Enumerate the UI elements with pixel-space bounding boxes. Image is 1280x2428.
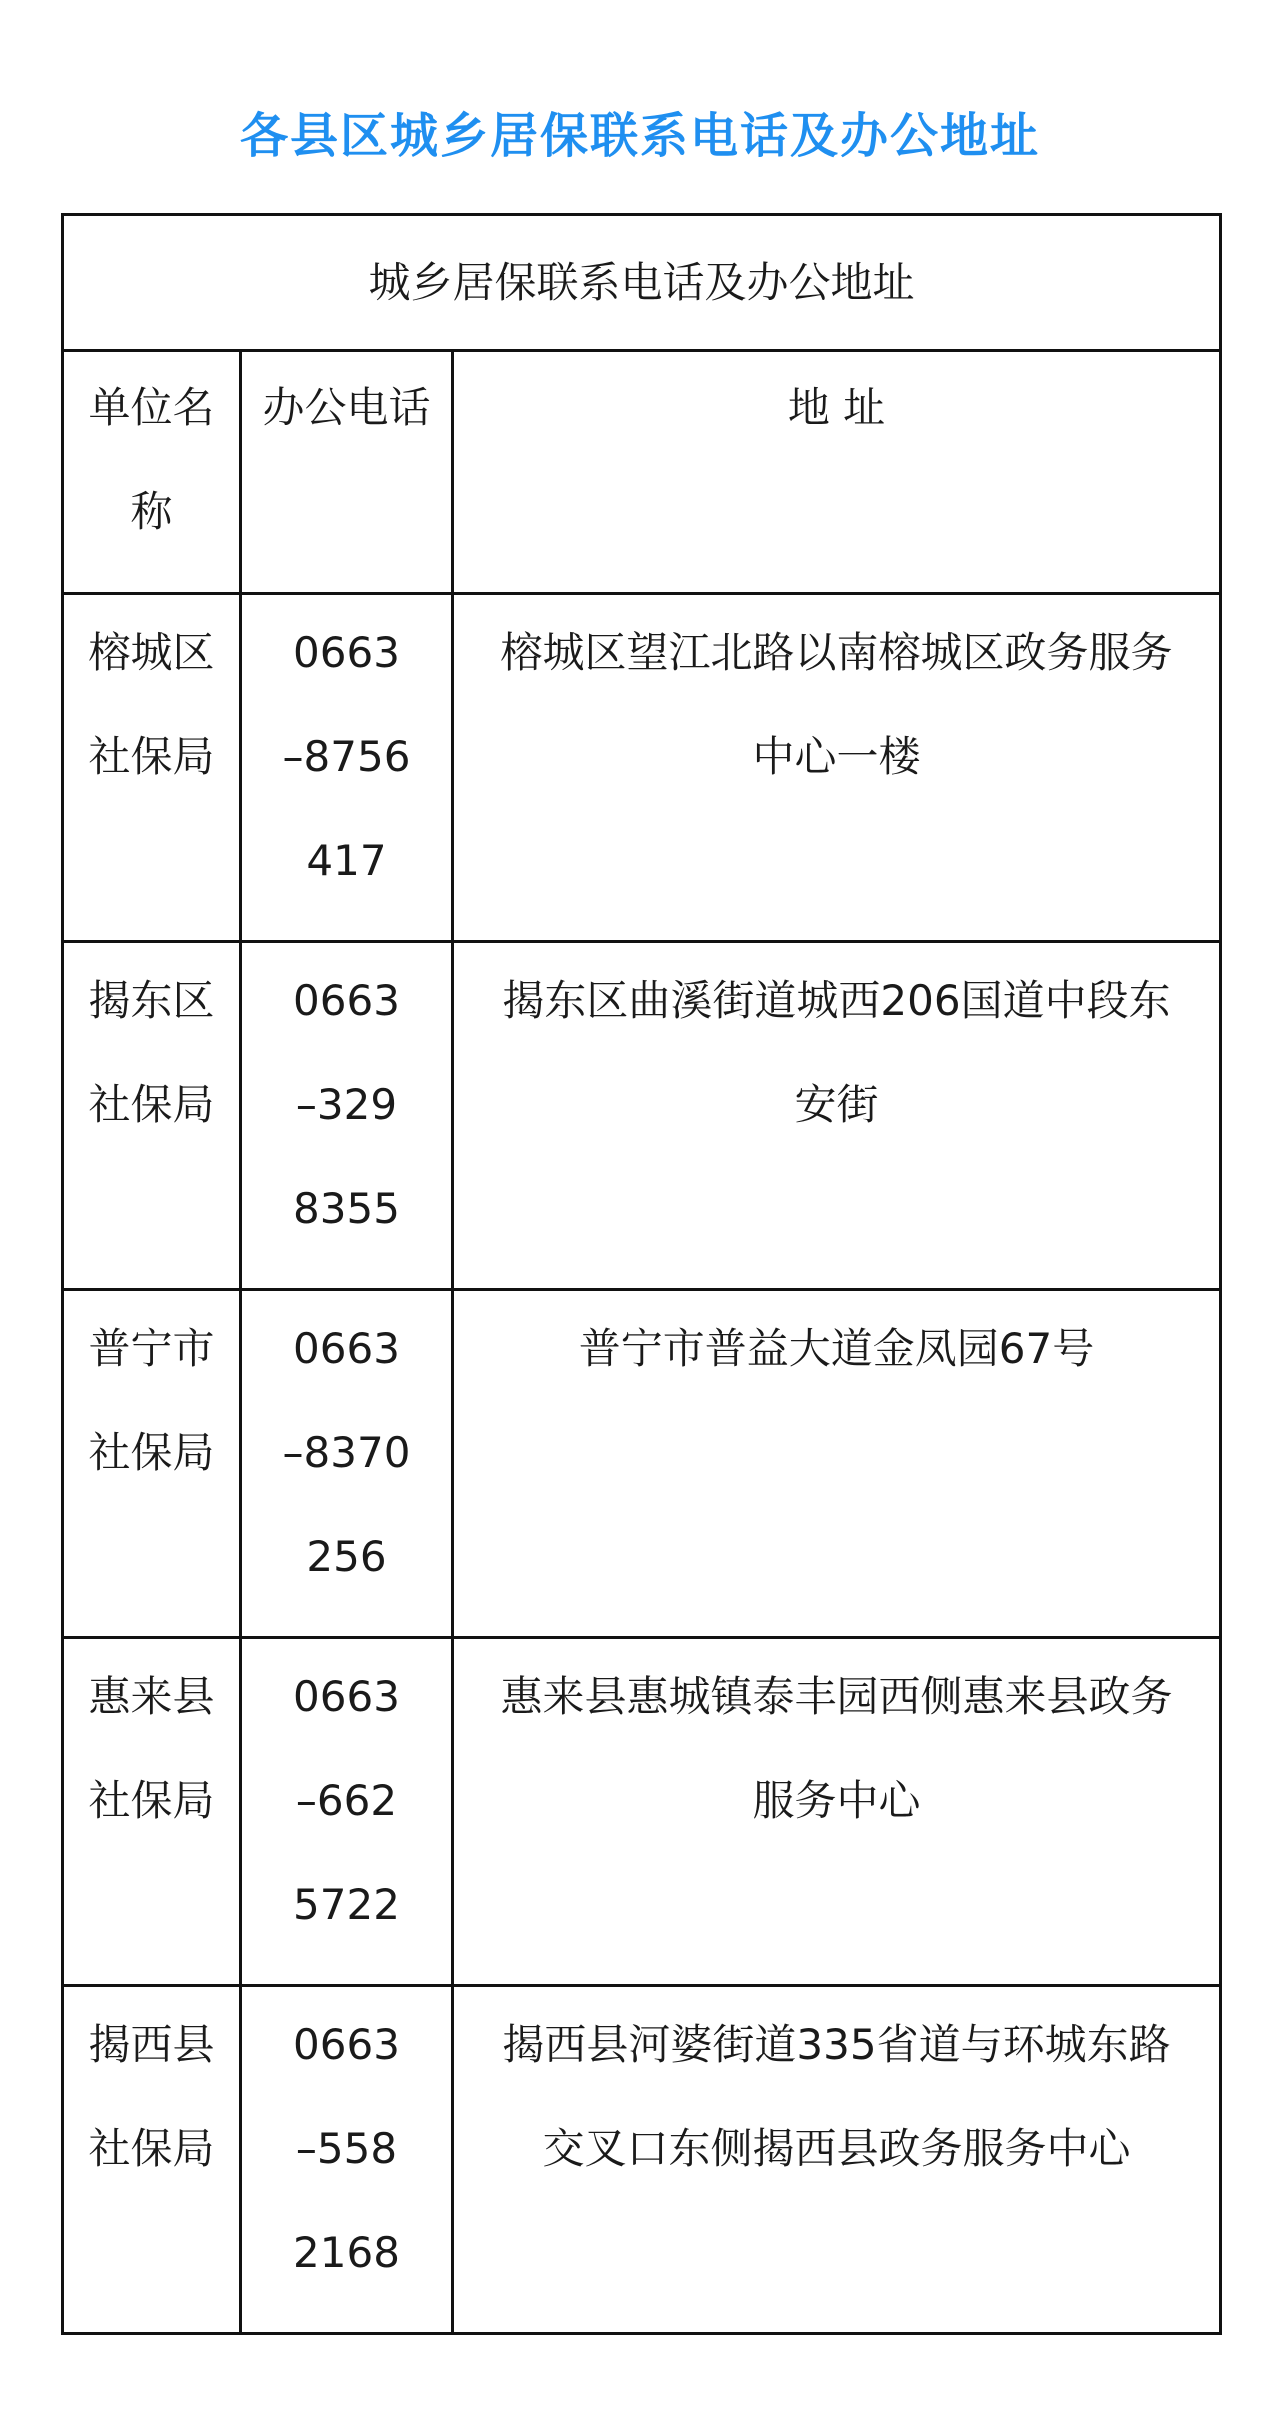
unit-name-cell: 揭西县社保局 [63, 1986, 241, 2334]
phone-line: –558 [295, 2124, 398, 2173]
phone-line: 2168 [293, 2228, 400, 2277]
phone-line: –8370 [282, 1428, 411, 1477]
phone-line: –8756 [282, 732, 411, 781]
unit-name-cell: 惠来县社保局 [63, 1638, 241, 1986]
phone-line: 417 [306, 836, 387, 885]
table-row [63, 1986, 1221, 2334]
phone-line: 0663 [293, 1672, 400, 1721]
table-header-row [63, 351, 1221, 594]
page-title: 各县区城乡居保联系电话及办公地址 [239, 108, 1040, 164]
phone-line: 0663 [293, 2020, 400, 2069]
header-unit: 单位名称 [63, 351, 241, 594]
phone-line: –662 [295, 1776, 398, 1825]
phone-line: 0663 [293, 628, 400, 677]
phone-line: 8355 [293, 1184, 400, 1233]
phone-cell [241, 594, 453, 942]
address-cell: 揭东区曲溪街道城西206国道中段东安街 [453, 942, 1221, 1290]
phone-line: 0663 [293, 976, 400, 1025]
table-row [63, 1290, 1221, 1638]
unit-name-cell: 榕城区社保局 [63, 594, 241, 942]
table-row [63, 942, 1221, 1290]
phone-cell [241, 1638, 453, 1986]
header-address: 地 址 [453, 351, 1221, 594]
table-row [63, 594, 1221, 942]
phone-line: 5722 [293, 1880, 400, 1929]
phone-cell [241, 942, 453, 1290]
contacts-table [61, 213, 1222, 2335]
address-cell: 惠来县惠城镇泰丰园西侧惠来县政务服务中心 [453, 1638, 1221, 1986]
header-phone: 办公电话 [241, 351, 453, 594]
phone-line: 256 [306, 1532, 387, 1581]
phone-cell [241, 1290, 453, 1638]
phone-line: –329 [295, 1080, 398, 1129]
unit-name-cell: 普宁市社保局 [63, 1290, 241, 1638]
address-cell: 榕城区望江北路以南榕城区政务服务中心一楼 [453, 594, 1221, 942]
address-cell: 普宁市普益大道金凤园67号 [453, 1290, 1221, 1638]
address-cell: 揭西县河婆街道335省道与环城东路交叉口东侧揭西县政务服务中心 [453, 1986, 1221, 2334]
table-row [63, 1638, 1221, 1986]
phone-cell [241, 1986, 453, 2334]
table-caption: 城乡居保联系电话及办公地址 [63, 215, 1221, 351]
table-caption-row [63, 215, 1221, 351]
unit-name-cell: 揭东区社保局 [63, 942, 241, 1290]
phone-line: 0663 [293, 1324, 400, 1373]
